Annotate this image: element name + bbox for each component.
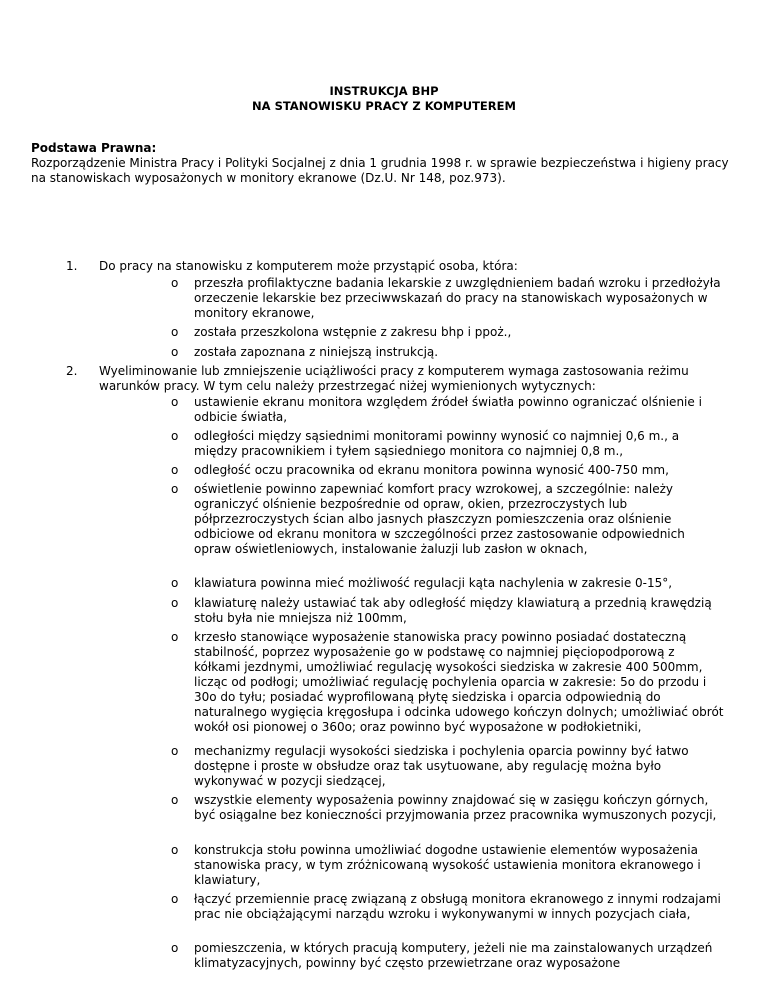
bullet-marker: o: [171, 793, 179, 807]
bullet-marker: o: [171, 345, 179, 359]
bullet-marker: o: [171, 395, 179, 409]
list-item: krzesło stanowiące wyposażenie stanowiska pracy powinno posiadać dostateczną stabilność, poprzez wyposażenie go w podstawę co najmniej pięciopodporową z kółkami jezdnymi, umożliwiać regulację wysokości siedziska w zakresie 400 500mm, licząc od podłogi; umożliwiać regulację pochylenia oparcia w zakresie: 5o do przodu i 30o do tyłu; posiadać wyprofilowaną płytę siedziska i oparcia odpowiednią do naturalnego wygięcia kręgosłupa i odcinka udowego kończyn dolnych; umożliwiać obrót wokół osi pionowej o 360o; oraz powinno być wyposażone w podłokietniki,: [194, 630, 724, 734]
list-item: odległość oczu pracownika od ekranu monitora powinna wynosić 400-750 mm,: [194, 463, 669, 477]
list-item: oświetlenie powinno zapewniać komfort pracy wzrokowej, a szczególnie: należy ograniczyć olśnienie bezpośrednie od opraw, okien, przezroczystych lub półprzezroczystych ścian albo jasnych płaszczyzn pomieszczenia oraz olśnienie odbiciowe od ekranu monitora w szczególności przez zastosowanie odpowiednich opraw oświetleniowych, instalowanie żaluzji lub zasłon w oknach,: [194, 482, 685, 556]
legal-basis-heading: Podstawa Prawna:: [31, 141, 157, 155]
bullet-marker: o: [171, 429, 179, 443]
list-item: została zapoznana z niniejszą instrukcją.: [194, 345, 439, 359]
bullet-marker: o: [171, 576, 179, 590]
list-item: została przeszkolona wstępnie z zakresu bhp i ppoż.,: [194, 325, 512, 339]
list-item: klawiatura powinna mieć możliwość regulacji kąta nachylenia w zakresie 0-15°,: [194, 576, 673, 590]
document-title-line-1: INSTRUKCJA BHP: [329, 84, 439, 98]
section-text: Do pracy na stanowisku z komputerem może przystąpić osoba, która:: [99, 259, 518, 273]
list-item: konstrukcja stołu powinna umożliwiać dogodne ustawienie elementów wyposażenia stanowiska pracy, w tym zróżnicowaną wysokość ustawienia monitora ekranowego i klawiatury,: [194, 843, 701, 887]
section-number: 2.: [66, 364, 78, 378]
bullet-marker: o: [171, 482, 179, 496]
list-item: wszystkie elementy wyposażenia powinny znajdować się w zasięgu kończyn górnych, być osiągalne bez konieczności przyjmowania przez pracownika wymuszonych pozycji,: [194, 793, 717, 822]
bullet-marker: o: [171, 630, 179, 644]
bullet-marker: o: [171, 843, 179, 857]
bullet-marker: o: [171, 892, 179, 906]
list-item: mechanizmy regulacji wysokości siedziska i pochylenia oparcia powinny być łatwo dostępne i proste w obsłudze oraz tak usytuowane, aby regulację można było wykonywać w pozycji siedzącej,: [194, 744, 689, 788]
bullet-marker: o: [171, 744, 179, 758]
list-item: klawiaturę należy ustawiać tak aby odległość między klawiaturą a przednią krawędzią stołu była nie mniejsza niż 100mm,: [194, 596, 712, 625]
list-item: przeszła profilaktyczne badania lekarskie z uwzględnieniem badań wzroku i przedłożyła orzeczenie lekarskie bez przeciwwskazań do pracy na stanowiskach wyposażonych w monitory ekranowe,: [194, 276, 721, 320]
bullet-marker: o: [171, 325, 179, 339]
bullet-marker: o: [171, 596, 179, 610]
legal-basis-text: Rozporządzenie Ministra Pracy i Polityki Socjalnej z dnia 1 grudnia 1998 r. w sprawie bezpieczeństwa i higieny pracy na stanowiskach wyposażonych w monitory ekranowe (Dz.U. Nr 148, poz.973).: [31, 156, 729, 185]
bullet-marker: o: [171, 463, 179, 477]
section-number: 1.: [66, 259, 78, 273]
document-title-line-2: NA STANOWISKU PRACY Z KOMPUTEREM: [252, 99, 516, 113]
bullet-marker: o: [171, 941, 179, 955]
list-item: ustawienie ekranu monitora względem źródeł światła powinno ograniczać olśnienie i odbicie światła,: [194, 395, 702, 424]
list-item: pomieszczenia, w których pracują komputery, jeżeli nie ma zainstalowanych urządzeń klimatyzacyjnych, powinny być często przewietrzane oraz wyposażone: [194, 941, 713, 970]
list-item: łączyć przemiennie pracę związaną z obsługą monitora ekranowego z innymi rodzajami prac nie obciążającymi narządu wzroku i wykonywanymi w innych pozycjach ciała,: [194, 892, 721, 921]
bullet-marker: o: [171, 276, 179, 290]
list-item: odległości między sąsiednimi monitorami powinny wynosić co najmniej 0,6 m., a między pracownikiem i tyłem sąsiedniego monitora co najmniej 0,8 m.,: [194, 429, 680, 458]
section-text: Wyeliminowanie lub zmniejszenie uciążliwości pracy z komputerem wymaga zastosowania reżimu warunków pracy. W tym celu należy przestrzegać niżej wymienionych wytycznych:: [99, 364, 689, 393]
